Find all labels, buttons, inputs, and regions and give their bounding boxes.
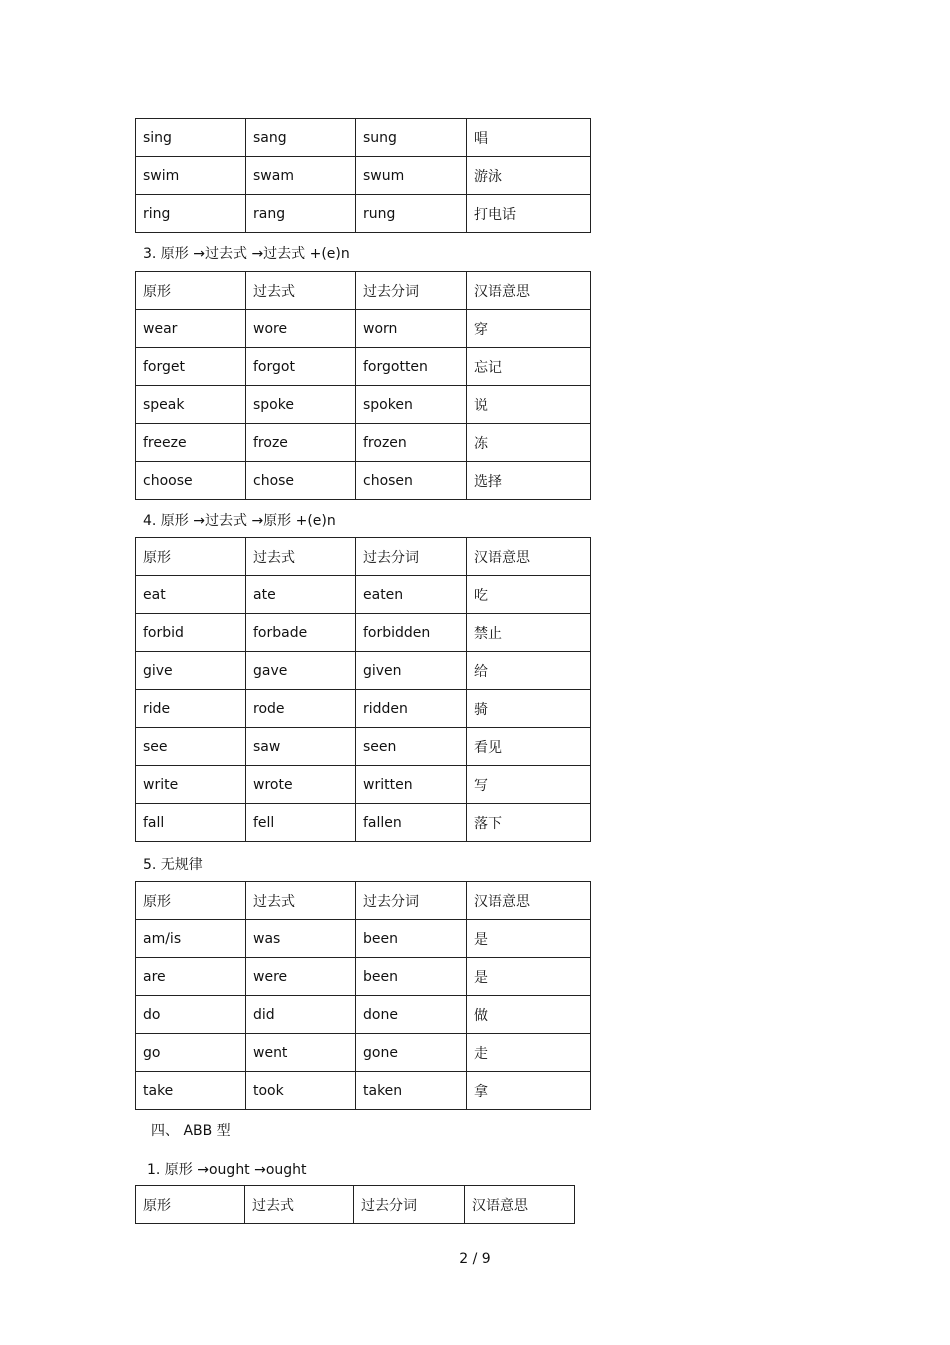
table-cell: spoke [246, 386, 356, 424]
table-cell: 吃 [467, 576, 591, 614]
table-cell: seen [356, 728, 467, 766]
table-header-row [136, 882, 591, 920]
table-row [136, 766, 591, 804]
table-cell: are [136, 958, 246, 996]
table-cell: 原形 [136, 272, 246, 310]
table-row [136, 958, 591, 996]
table-row [136, 996, 591, 1034]
table-cell: speak [136, 386, 246, 424]
table-cell: eaten [356, 576, 467, 614]
table-cell: 过去分词 [356, 538, 467, 576]
table-cell: wore [246, 310, 356, 348]
table-cell: forbid [136, 614, 246, 652]
table-cell: 骑 [467, 690, 591, 728]
table-row [136, 690, 591, 728]
table-cell: do [136, 996, 246, 1034]
table-cell: worn [356, 310, 467, 348]
table-cell: rang [246, 195, 356, 233]
table-cell: choose [136, 462, 246, 500]
page-number: 2 / 9 [459, 1251, 491, 1267]
table-cell: ride [136, 690, 246, 728]
table-cell: 写 [467, 766, 591, 804]
section-5-title: 5. 无规律 [143, 857, 203, 873]
table-cell: wear [136, 310, 246, 348]
table-cell: freeze [136, 424, 246, 462]
part-4-subsection-1-title: 1. 原形 →ought →ought [147, 1162, 307, 1178]
table-cell: sang [246, 119, 356, 157]
table-row [136, 348, 591, 386]
verb-table-section-5 [135, 881, 591, 1110]
table-cell: been [356, 920, 467, 958]
table-row [136, 195, 591, 233]
table-row [136, 157, 591, 195]
table-cell: did [246, 996, 356, 1034]
table-cell: 走 [467, 1034, 591, 1072]
table-cell: been [356, 958, 467, 996]
table-row [136, 804, 591, 842]
table-cell: 冻 [467, 424, 591, 462]
table-cell: ridden [356, 690, 467, 728]
table-cell: forget [136, 348, 246, 386]
table-cell: forgot [246, 348, 356, 386]
table-cell: sung [356, 119, 467, 157]
table-cell: swim [136, 157, 246, 195]
table-cell: give [136, 652, 246, 690]
table-cell: chosen [356, 462, 467, 500]
table-cell: rode [246, 690, 356, 728]
table-cell: spoken [356, 386, 467, 424]
table-row [136, 462, 591, 500]
table-row [136, 386, 591, 424]
table-cell: 过去式 [246, 538, 356, 576]
table-row [136, 119, 591, 157]
table-header-row [136, 538, 591, 576]
table-cell: ate [246, 576, 356, 614]
table-cell: 拿 [467, 1072, 591, 1110]
table-cell: 汉语意思 [467, 272, 591, 310]
table-cell: went [246, 1034, 356, 1072]
table-cell: frozen [356, 424, 467, 462]
table-cell: 原形 [136, 538, 246, 576]
table-cell: eat [136, 576, 246, 614]
table-cell: swum [356, 157, 467, 195]
table-cell: gone [356, 1034, 467, 1072]
table-cell: 落下 [467, 804, 591, 842]
part-4-title: 四、 ABB 型 [151, 1123, 231, 1139]
table-cell: 是 [467, 920, 591, 958]
verb-table-continuation [135, 118, 591, 233]
table-cell: sing [136, 119, 246, 157]
table-cell: ring [136, 195, 246, 233]
table-cell: 忘记 [467, 348, 591, 386]
table-cell: froze [246, 424, 356, 462]
table-cell: saw [246, 728, 356, 766]
table-row [136, 728, 591, 766]
table-cell: gave [246, 652, 356, 690]
table-row [136, 1034, 591, 1072]
table-cell: given [356, 652, 467, 690]
table-cell: 唱 [467, 119, 591, 157]
table-row [136, 920, 591, 958]
table-cell: fall [136, 804, 246, 842]
table-cell: chose [246, 462, 356, 500]
section-4-title: 4. 原形 →过去式 →原形 +(e)n [143, 513, 336, 529]
table-row [136, 1072, 591, 1110]
table-cell: 说 [467, 386, 591, 424]
table-cell: forbidden [356, 614, 467, 652]
table-cell: done [356, 996, 467, 1034]
table-cell: was [246, 920, 356, 958]
table-header-row [136, 1186, 575, 1224]
table-row [136, 652, 591, 690]
table-cell: 汉语意思 [465, 1186, 575, 1224]
table-cell: 过去式 [246, 882, 356, 920]
table-cell: 看见 [467, 728, 591, 766]
table-cell: 过去式 [246, 272, 356, 310]
table-cell: 过去分词 [356, 882, 467, 920]
table-header-row [136, 272, 591, 310]
table-cell: 打电话 [467, 195, 591, 233]
table-cell: 汉语意思 [467, 538, 591, 576]
table-cell: wrote [246, 766, 356, 804]
table-cell: forbade [246, 614, 356, 652]
table-cell: fell [246, 804, 356, 842]
table-cell: taken [356, 1072, 467, 1110]
section-3-title: 3. 原形 →过去式 →过去式 +(e)n [143, 246, 350, 262]
table-cell: write [136, 766, 246, 804]
table-cell: 过去分词 [354, 1186, 465, 1224]
table-cell: am/is [136, 920, 246, 958]
table-row [136, 614, 591, 652]
table-cell: rung [356, 195, 467, 233]
table-cell: 穿 [467, 310, 591, 348]
table-cell: took [246, 1072, 356, 1110]
table-cell: were [246, 958, 356, 996]
verb-table-section-3 [135, 271, 591, 500]
table-row [136, 576, 591, 614]
table-cell: 做 [467, 996, 591, 1034]
table-cell: forgotten [356, 348, 467, 386]
table-cell: 游泳 [467, 157, 591, 195]
table-cell: 给 [467, 652, 591, 690]
table-cell: 原形 [136, 882, 246, 920]
table-cell: 过去式 [245, 1186, 354, 1224]
table-cell: take [136, 1072, 246, 1110]
table-cell: see [136, 728, 246, 766]
table-cell: 是 [467, 958, 591, 996]
table-cell: swam [246, 157, 356, 195]
table-row [136, 424, 591, 462]
table-cell: 原形 [136, 1186, 245, 1224]
table-cell: 禁止 [467, 614, 591, 652]
table-cell: 选择 [467, 462, 591, 500]
table-cell: 过去分词 [356, 272, 467, 310]
table-cell: 汉语意思 [467, 882, 591, 920]
table-row [136, 310, 591, 348]
verb-table-part-4 [135, 1185, 575, 1224]
table-cell: written [356, 766, 467, 804]
verb-table-section-4 [135, 537, 591, 842]
table-cell: go [136, 1034, 246, 1072]
table-cell: fallen [356, 804, 467, 842]
